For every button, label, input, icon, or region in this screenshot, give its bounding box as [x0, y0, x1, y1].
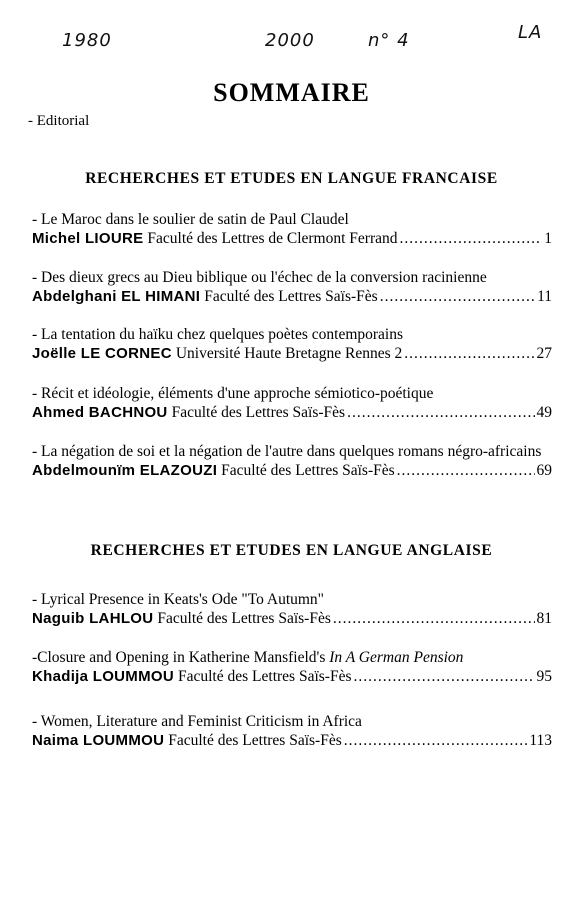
entry-page: 113 — [529, 732, 552, 749]
entry-page: 1 — [544, 230, 552, 247]
entry-author: Ahmed BACHNOU — [32, 404, 168, 421]
toc-entry — [32, 210, 552, 248]
toc-entry — [32, 325, 552, 363]
editorial-item: - Editorial — [28, 113, 90, 129]
entry-author: Naima LOUMMOU — [32, 732, 165, 749]
entry-author: Abdelghani EL HIMANI — [32, 288, 201, 305]
entry-page: 49 — [536, 404, 552, 421]
entry-affiliation: Faculté des Lettres de Clermont Ferrand — [147, 230, 398, 247]
entry-author: Abdelmounïm ELAZOUZI — [32, 462, 218, 479]
entry-author: Joëlle LE CORNEC — [32, 345, 172, 362]
entry-affiliation: Faculté des Lettres Saïs-Fès — [221, 462, 395, 479]
entry-affiliation: Faculté des Lettres Saïs-Fès — [171, 404, 346, 421]
toc-entry — [32, 442, 552, 480]
entry-affiliation: Faculté des Lettres Saïs-Fès — [178, 668, 352, 685]
entry-affiliation: Faculté des Lettres Saïs-Fès — [168, 732, 342, 749]
dot-leader — [344, 731, 528, 750]
entry-author: Michel LIOURE — [32, 230, 144, 247]
entry-title — [32, 648, 552, 667]
entry-title: - Women, Literature and Feminist Criticism in Africa — [32, 713, 362, 730]
page-title: SOMMAIRE — [213, 78, 370, 107]
dot-leader — [400, 229, 543, 248]
entry-page: 81 — [536, 610, 552, 627]
entry-page: 27 — [536, 345, 552, 362]
handwritten-year: 1980 — [62, 30, 112, 51]
toc-entry — [32, 384, 552, 422]
entry-page: 95 — [536, 668, 552, 685]
section-heading-english: RECHERCHES ET ETUDES EN LANGUE ANGLAISE — [90, 542, 493, 559]
section-heading-french: RECHERCHES ET ETUDES EN LANGUE FRANCAISE — [85, 170, 498, 187]
entry-title: - Récit et idéologie, éléments d'une approche sémiotico-poétique — [32, 385, 434, 402]
entry-title-text: -Closure and Opening in Katherine Mansfield's — [32, 649, 330, 666]
entry-page: 11 — [537, 288, 552, 305]
entry-page: 69 — [536, 462, 552, 479]
entry-author: Naguib LAHLOU — [32, 610, 154, 627]
entry-title: - La tentation du haïku chez quelques poètes contemporains — [32, 326, 404, 343]
handwritten-corner: LA — [518, 22, 543, 43]
entry-affiliation: Université Haute Bretagne Rennes 2 — [175, 345, 403, 362]
entry-title: - Le Maroc dans le soulier de satin de Paul Claudel — [32, 211, 349, 228]
dot-leader — [380, 287, 535, 306]
dot-leader — [333, 609, 535, 628]
dot-leader — [404, 344, 534, 363]
handwritten-date: 2000 — [265, 30, 315, 51]
entry-title: - La négation de soi et la négation de l'autre dans quelques romans négro-africains — [32, 443, 542, 460]
toc-entry — [32, 712, 552, 750]
entry-title: - Lyrical Presence in Keats's Ode "To Autumn" — [32, 591, 325, 608]
entry-affiliation: Faculté des Lettres Saïs-Fès — [204, 288, 378, 305]
dot-leader — [347, 403, 534, 422]
entry-title: - Des dieux grecs au Dieu biblique ou l'échec de la conversion racinienne — [32, 269, 487, 286]
toc-entry — [32, 590, 552, 628]
handwritten-number: n° 4 — [368, 30, 410, 51]
dot-leader — [397, 461, 535, 480]
entry-title-italic: In A German Pension — [329, 649, 464, 666]
toc-entry — [32, 268, 552, 306]
dot-leader — [353, 667, 534, 686]
toc-entry — [32, 648, 552, 686]
entry-affiliation: Faculté des Lettres Saïs-Fès — [157, 610, 331, 627]
entry-author: Khadija LOUMMOU — [32, 668, 174, 685]
